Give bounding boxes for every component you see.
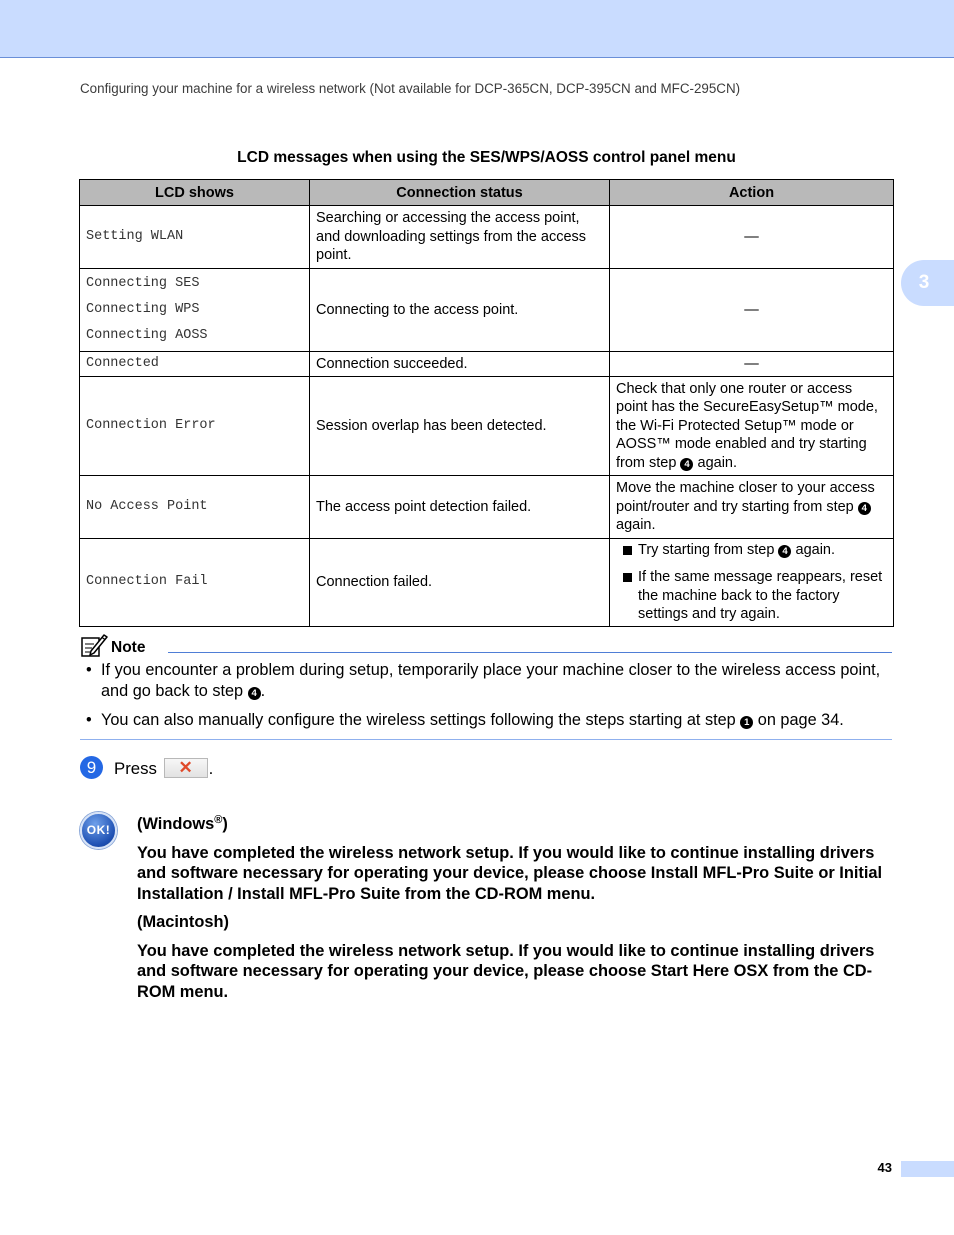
action-text: If the same message reappears, reset the machine back to the factory settings and try again. [638,568,883,623]
step-reference-icon: 4 [680,458,693,471]
ok-badge-icon: OK! [80,812,117,849]
windows-instructions: You have completed the wireless network setup. If you would like to continue installing drivers and software necessary for operating your device, please choose Install MFL-Pro Suite or Initial Installation / Install MFL-Pro Suite from the CD-ROM menu. [137,843,883,903]
lcd-message: Connecting SES [86,276,200,291]
macintosh-instructions: You have completed the wireless network setup. If you would like to continue installing drivers and software necessary for operating your device, please choose Start Here OSX from the CD-ROM menu. [137,941,875,1001]
running-header: Configuring your machine for a wireless network (Not available for DCP-365CN, DCP-395CN and MFC-295CN) [80,81,741,96]
lcd-message: Connection Error [80,377,310,476]
step-number-marker: 9 [80,756,103,779]
column-header-action: Action [610,180,894,206]
note-text: on page 34. [757,711,844,729]
note-pencil-icon [80,632,108,658]
lcd-message: Setting WLAN [80,206,310,269]
note-divider [168,652,892,653]
table-row [80,352,894,377]
lcd-message: No Access Point [80,476,310,539]
action-text: Try starting from step [638,542,775,559]
note-item [86,660,896,702]
completion-message [137,814,907,1002]
action-text: again. [616,517,656,534]
macintosh-heading: (Macintosh) [137,913,229,931]
action-text: again. [795,542,836,559]
lcd-message: Connecting WPS [86,302,200,317]
action [610,476,894,539]
column-header-connection-status: Connection status [310,180,610,206]
list-item [616,568,887,624]
windows-heading-text: (Windows [137,815,215,833]
press-trailing: . [208,759,214,778]
step-reference-icon: 4 [858,502,871,515]
table-row [80,206,894,269]
press-label: Press [114,759,157,778]
action-list [616,541,887,623]
bullet-icon: • [86,661,92,679]
table-header-row [80,180,894,206]
note-bottom-divider [80,739,892,740]
connection-status: The access point detection failed. [310,476,610,539]
windows-heading [137,814,907,835]
square-bullet-icon [623,546,632,555]
table-row [80,476,894,539]
action-text: Move the machine closer to your access point/router and try starting from step [616,480,875,515]
connection-status: Connection failed. [310,539,610,627]
step-reference-icon: 1 [740,716,753,729]
action: — [610,269,894,352]
square-bullet-icon [623,573,632,582]
page-number: 43 [877,1160,892,1175]
note-label: Note [111,639,146,656]
note-text: If you encounter a problem during setup, temporarily place your machine closer to the wireless access point, and go back to step [101,661,881,700]
note-header [80,632,892,658]
page-number-tab [901,1161,954,1177]
lcd-message-group [80,269,310,352]
registered-mark: ® [214,814,223,826]
note-text: . [260,682,266,700]
top-header-band [0,0,954,58]
lcd-messages-table [79,179,894,627]
table-row [80,269,894,352]
note-list [86,660,896,731]
table-title: LCD messages when using the SES/WPS/AOSS control panel menu [237,149,736,166]
connection-status: Session overlap has been detected. [310,377,610,476]
step-reference-icon: 4 [248,687,261,700]
lcd-message: Connecting AOSS [86,328,208,343]
chapter-tab [901,260,954,306]
note-item [86,710,896,731]
bullet-icon: • [86,711,92,729]
action-text: Check that only one router or access point has the SecureEasySetup™ mode, the Wi-Fi Protected Setup™ mode or AOSS™ mode enabled and try starting from step [616,380,878,471]
press-instruction [114,758,213,779]
list-item [616,541,887,560]
connection-status: Connection succeeded. [310,352,610,377]
table-row [80,377,894,476]
action: — [610,352,894,377]
close-icon: ✕ [178,758,193,777]
action-text: again. [697,454,738,471]
lcd-message: Connection Fail [80,539,310,627]
step-reference-icon: 4 [778,545,791,558]
note-text: You can also manually configure the wireless settings following the steps starting at step [101,711,736,729]
action [610,539,894,627]
table-row [80,539,894,627]
action [610,377,894,476]
chapter-number: 3 [918,272,930,293]
windows-heading-close: ) [222,815,228,833]
connection-status: Searching or accessing the access point, and downloading settings from the access point. [310,206,610,269]
stop-exit-button[interactable] [164,758,208,778]
action: — [610,206,894,269]
column-header-lcd-shows: LCD shows [80,180,310,206]
connection-status: Connecting to the access point. [310,269,610,352]
lcd-message: Connected [80,352,310,377]
